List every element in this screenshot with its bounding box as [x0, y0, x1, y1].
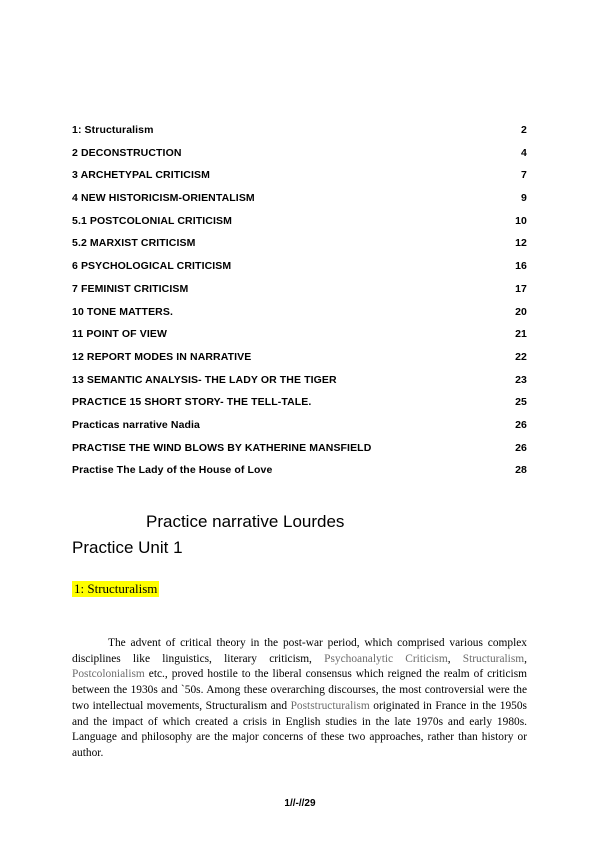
toc-entry-page[interactable]: 23	[515, 373, 527, 386]
toc-entry[interactable]	[72, 147, 527, 170]
body-paragraph	[72, 636, 527, 762]
toc-entry-page[interactable]: 16	[515, 260, 527, 273]
toc-entry-page[interactable]: 26	[515, 441, 527, 454]
toc-entry-page[interactable]: 28	[515, 464, 527, 477]
paragraph-text: etc., proved hostile to the liberal consensus which reigned the realm of criticism between the 1930s and `50s. Among these overarching discourses, the most controversial were the two intellectual movements, Structuralism and	[72, 668, 527, 712]
paragraph-text: ,	[524, 652, 527, 665]
toc-entry[interactable]	[72, 374, 527, 397]
toc-entry-title[interactable]: PRACTICE 15 SHORT STORY- THE TELL-TALE.	[72, 396, 312, 409]
toc-entry[interactable]	[72, 124, 527, 147]
paragraph-text: originated in France in the 1950s and the impact of which created a crisis in English studies in the late 1970s and early 1980s. Language and philosophy are the major concerns of these two approaches, rather than history or author.	[72, 699, 527, 759]
toc-entry-title[interactable]: Practicas narrative Nadia	[72, 418, 200, 431]
toc-entry-page[interactable]: 10	[515, 214, 527, 227]
toc-entry-page[interactable]: 25	[515, 396, 527, 409]
toc-entry[interactable]	[72, 192, 527, 215]
toc-entry-page[interactable]: 7	[521, 169, 527, 182]
toc-entry-page[interactable]: 9	[521, 192, 527, 205]
postcolonialism-link[interactable]: Postcolonialism	[72, 668, 145, 681]
toc-entry[interactable]	[72, 237, 527, 260]
document-title: Practice narrative Lourdes	[146, 512, 345, 531]
toc-entry-page[interactable]: 22	[515, 350, 527, 363]
toc-entry-title[interactable]: 10 TONE MATTERS.	[72, 305, 173, 318]
toc-entry-title[interactable]: 3 ARCHETYPAL CRITICISM	[72, 169, 210, 182]
toc-entry-page[interactable]: 2	[521, 124, 527, 136]
unit-title: Practice Unit 1	[72, 538, 183, 557]
toc-entry-page[interactable]: 21	[515, 328, 527, 341]
psychoanalytic-criticism-link[interactable]: Psychoanalytic Criticism	[324, 652, 448, 665]
toc-entry[interactable]	[72, 442, 527, 465]
toc-entry[interactable]	[72, 464, 527, 487]
section-heading-structuralism: 1: Structuralism	[74, 581, 158, 596]
page-number: 1//-//29	[284, 798, 316, 809]
toc-entry-title[interactable]: 4 NEW HISTORICISM-ORIENTALISM	[72, 192, 255, 205]
toc-entry[interactable]	[72, 306, 527, 329]
toc-entry[interactable]	[72, 351, 527, 374]
toc-entry[interactable]	[72, 260, 527, 283]
toc-entry-page[interactable]: 20	[515, 305, 527, 318]
toc-entry[interactable]	[72, 396, 527, 419]
toc-entry-title[interactable]: 11 POINT OF VIEW	[72, 328, 167, 341]
toc-entry[interactable]	[72, 328, 527, 351]
toc-entry-title[interactable]: 13 SEMANTIC ANALYSIS- THE LADY OR THE TIGER	[72, 373, 337, 386]
toc-entry-title[interactable]: 5.2 MARXIST CRITICISM	[72, 237, 196, 250]
toc-entry-title[interactable]: 5.1 POSTCOLONIAL CRITICISM	[72, 214, 232, 227]
toc-entry-title[interactable]: 1: Structuralism	[72, 124, 154, 136]
poststructuralism-link[interactable]: Poststructuralism	[290, 699, 370, 712]
toc-entry-page[interactable]: 17	[515, 282, 527, 295]
table-of-contents	[72, 124, 527, 487]
toc-entry[interactable]	[72, 215, 527, 238]
toc-entry-title[interactable]: PRACTISE THE WIND BLOWS BY KATHERINE MANSFIELD	[72, 441, 372, 454]
toc-entry-title[interactable]: Practise The Lady of the House of Love	[72, 464, 273, 477]
toc-entry-page[interactable]: 12	[515, 237, 527, 250]
paragraph-text: ,	[447, 652, 463, 665]
toc-entry-title[interactable]: 7 FEMINIST CRITICISM	[72, 282, 189, 295]
toc-entry-page[interactable]: 4	[521, 146, 527, 159]
toc-entry-page[interactable]: 26	[515, 418, 527, 431]
toc-entry[interactable]	[72, 169, 527, 192]
structuralism-link[interactable]: Structuralism	[462, 652, 525, 665]
toc-entry-title[interactable]: 6 PSYCHOLOGICAL CRITICISM	[72, 260, 232, 273]
paragraph-text: The advent of critical theory in the post-war period, which comprised various complex disciplines like linguistics, literary criticism,	[72, 637, 527, 665]
toc-entry-title[interactable]: 2 DECONSTRUCTION	[72, 146, 182, 159]
toc-entry[interactable]	[72, 283, 527, 306]
toc-entry[interactable]	[72, 419, 527, 442]
toc-entry-title[interactable]: 12 REPORT MODES IN NARRATIVE	[72, 350, 252, 363]
